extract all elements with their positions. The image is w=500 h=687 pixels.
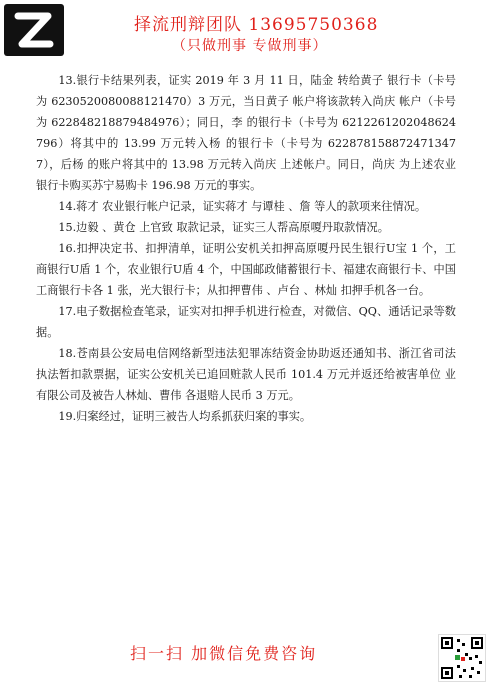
paragraph-19: 19.归案经过，证明三被告人均系抓获归案的事实。 bbox=[58, 410, 312, 423]
paragraph-17: 17.电子数据检查笔录，证实对扣押手机进行检查，对微信、QQ、通话记录等数据。 bbox=[36, 305, 456, 339]
document-body bbox=[36, 70, 456, 427]
paragraph-13: 13.银行卡结果列表，证实 2019 年 3 月 11 日，陆金 转给黄子 银行卡（卡号为 6230520080088121470）3 万元，当日黄子 帐户将该款转入尚庆 帐户（卡号为 622848218879484976）；同日，李 的银行卡（卡号为 6212261202048624796）将其中的 13.99 万元转入杨 的银行卡（卡号为 6228781588724713477），后杨 的账户将其中的 13.98 万元转入尚庆 上述帐户。同日，尚庆 为上述农业银行卡购买苏宁易购卡 196.98 万元的事实。 bbox=[36, 74, 456, 192]
footer-cta: 扫一扫 加微信免费咨询 bbox=[130, 644, 318, 663]
paragraph-15: 15.边毅 、黄仓 上官致 取款记录，证实三人帮高原嗄丹取款情况。 bbox=[58, 221, 389, 234]
header-subtitle: （只做刑事 专做刑事） bbox=[172, 38, 328, 54]
header-title: 择流刑辩团队 13695750368 bbox=[134, 15, 379, 35]
paragraph-18: 18.苍南县公安局电信网络新型违法犯罪冻结资金协助返还通知书、浙江省司法执法暂扣款票据，证实公安机关已追回赃款人民币 101.4 万元并返还给被害单位 业有限公司及被告人林灿、曹伟 各退赔人民币 3 万元。 bbox=[36, 347, 456, 402]
paragraph-16: 16.扣押决定书、扣押清单，证明公安机关扣押高原嗄丹民生银行U宝 1 个，工商银行U盾 1 个，农业银行U盾 4 个，中国邮政储蓄银行卡、福建农商银行卡、中国工商银行卡各 1 张，光大银行卡；从扣押曹伟 、卢台 、林灿 扣押手机各一台。 bbox=[36, 242, 456, 297]
paragraph-14: 14.蒋才 农业银行帐户记录，证实蒋才 与谭桂 、詹 等人的款项来往情况。 bbox=[58, 200, 427, 213]
qr-code-icon[interactable] bbox=[438, 634, 486, 682]
logo-icon bbox=[4, 4, 64, 56]
